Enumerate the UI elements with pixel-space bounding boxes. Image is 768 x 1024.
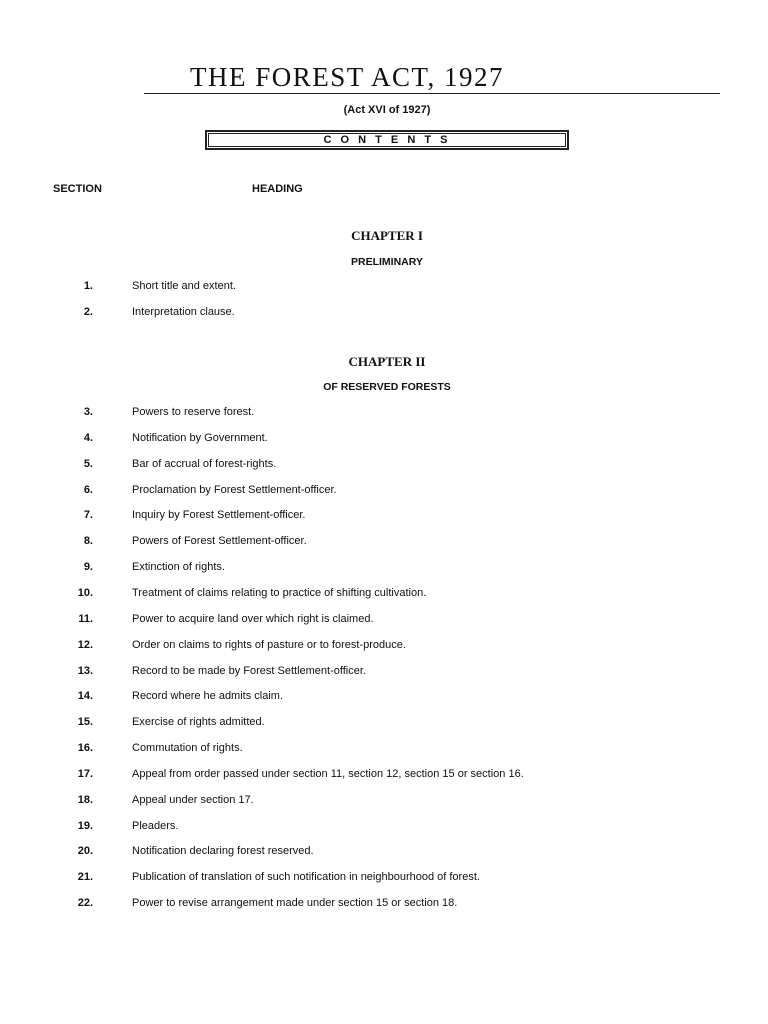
section-heading: Bar of accrual of forest-rights. bbox=[132, 457, 277, 470]
section-row bbox=[0, 587, 768, 603]
section-row bbox=[0, 484, 768, 500]
section-row bbox=[0, 280, 768, 296]
section-heading: Treatment of claims relating to practice of shifting cultivation. bbox=[132, 586, 427, 599]
section-heading: Record where he admits claim. bbox=[132, 690, 284, 703]
section-row bbox=[0, 690, 768, 706]
section-row bbox=[0, 768, 768, 784]
section-number: 5. bbox=[83, 457, 93, 470]
section-heading: Record to be made by Forest Settlement-officer. bbox=[132, 664, 366, 677]
section-number: 1. bbox=[83, 280, 93, 292]
section-number: 16. bbox=[77, 742, 93, 755]
section-number: 7. bbox=[83, 509, 93, 522]
section-heading: Pleaders. bbox=[132, 819, 179, 832]
section-row bbox=[0, 820, 768, 836]
section-row bbox=[0, 742, 768, 758]
section-number: 22. bbox=[77, 897, 93, 910]
section-heading: Inquiry by Forest Settlement-officer. bbox=[132, 509, 306, 522]
section-row bbox=[0, 639, 768, 655]
section-row bbox=[0, 794, 768, 810]
section-number: 21. bbox=[77, 871, 93, 884]
heading-column-header: HEADING bbox=[252, 183, 303, 195]
section-row bbox=[0, 871, 768, 887]
section-heading: Proclamation by Forest Settlement-officer. bbox=[132, 483, 337, 496]
section-number: 14. bbox=[77, 690, 93, 703]
section-row bbox=[0, 613, 768, 629]
section-row bbox=[0, 406, 768, 422]
chapter-title: CHAPTER II bbox=[348, 354, 426, 369]
section-heading: Order on claims to rights of pasture or to forest-produce. bbox=[132, 638, 406, 651]
title-underline bbox=[144, 93, 720, 94]
section-number: 4. bbox=[83, 431, 93, 444]
section-number: 15. bbox=[77, 716, 93, 729]
section-heading: Powers of Forest Settlement-officer. bbox=[132, 535, 307, 548]
section-heading: Exercise of rights admitted. bbox=[132, 716, 265, 729]
section-number: 18. bbox=[77, 793, 93, 806]
chapter-title: CHAPTER I bbox=[351, 228, 423, 243]
section-heading: Publication of translation of such notification in neighbourhood of forest. bbox=[132, 871, 480, 884]
section-heading: Appeal under section 17. bbox=[132, 793, 254, 806]
section-row bbox=[0, 716, 768, 732]
section-number: 20. bbox=[77, 845, 93, 858]
section-number: 12. bbox=[77, 638, 93, 651]
section-row bbox=[0, 845, 768, 861]
section-row bbox=[0, 535, 768, 551]
section-column-header: SECTION bbox=[53, 183, 102, 195]
chapter-subtitle: PRELIMINARY bbox=[351, 256, 423, 268]
section-number: 17. bbox=[77, 767, 93, 780]
section-number: 8. bbox=[83, 535, 93, 548]
section-heading: Extinction of rights. bbox=[132, 561, 225, 574]
section-number: 6. bbox=[83, 483, 93, 496]
document-title: THE FOREST ACT, 1927 bbox=[190, 62, 505, 92]
section-row bbox=[0, 509, 768, 525]
section-number: 9. bbox=[83, 561, 93, 574]
section-row bbox=[0, 561, 768, 577]
section-row bbox=[0, 306, 768, 322]
section-heading: Powers to reserve forest. bbox=[132, 406, 255, 418]
section-number: 13. bbox=[77, 664, 93, 677]
contents-box bbox=[205, 130, 569, 150]
section-row bbox=[0, 432, 768, 448]
section-heading: Commutation of rights. bbox=[132, 742, 243, 755]
section-heading: Power to revise arrangement made under section 15 or section 18. bbox=[132, 897, 458, 910]
section-row bbox=[0, 458, 768, 474]
section-heading: Interpretation clause. bbox=[132, 306, 235, 318]
section-heading: Short title and extent. bbox=[132, 280, 236, 292]
contents-label: C O N T E N T S bbox=[323, 134, 451, 146]
section-row bbox=[0, 665, 768, 681]
section-number: 19. bbox=[77, 819, 93, 832]
section-heading: Power to acquire land over which right is claimed. bbox=[132, 612, 374, 625]
section-row bbox=[0, 897, 768, 913]
section-number: 10. bbox=[77, 586, 93, 599]
section-heading: Notification declaring forest reserved. bbox=[132, 845, 314, 858]
section-heading: Appeal from order passed under section 11, section 12, section 15 or section 16. bbox=[132, 767, 524, 780]
chapter-subtitle: OF RESERVED FORESTS bbox=[323, 381, 451, 393]
section-number: 3. bbox=[83, 406, 93, 418]
section-number: 11. bbox=[78, 612, 93, 625]
act-number: (Act XVI of 1927) bbox=[343, 104, 431, 116]
section-number: 2. bbox=[83, 306, 93, 318]
section-heading: Notification by Government. bbox=[132, 431, 268, 444]
